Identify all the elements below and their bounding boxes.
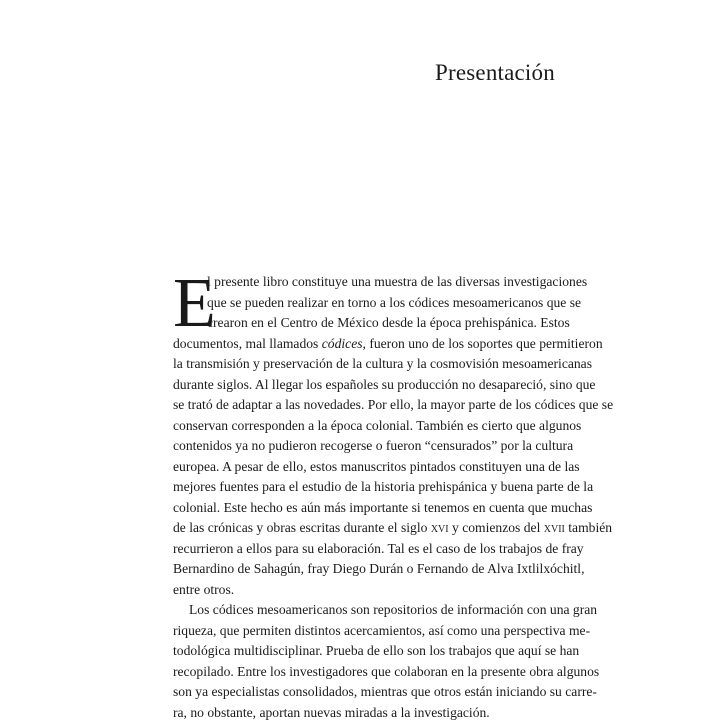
text-line: l presente libro constituye una muestra de las diversas investigaciones [173,272,547,293]
body-text [173,272,547,723]
text-line: ra, no obstante, aportan nuevas miradas a la investigación. [173,703,547,723]
text-line: todológica multidisciplinar. Prueba de ello son los trabajos que aquí se han [173,641,547,662]
century-numeral: xvii [544,520,565,535]
text-line: Los códices mesoamericanos son repositorios de información con una gran [173,600,547,621]
text-line: crearon en el Centro de México desde la época prehispánica. Estos [173,313,547,334]
text-line [173,518,547,539]
text-line: recopilado. Entre los investigadores que colaboran en la presente obra algunos [173,662,547,683]
text-span: documentos, mal llamados [173,336,322,351]
page-title: Presentación [435,60,555,86]
text-span: , fueron uno de los soportes que permitieron [363,336,603,351]
text-line: europea. A pesar de ello, estos manuscritos pintados constituyen una de las [173,457,547,478]
italic-term: códices [322,336,363,351]
text-span: también [565,520,612,535]
text-line: se trató de adaptar a las novedades. Por ello, la mayor parte de los códices que se [173,395,547,416]
text-line: mejores fuentes para el estudio de la historia prehispánica y buena parte de la [173,477,547,498]
drop-cap: E [173,274,216,334]
text-line: entre otros. [173,580,547,601]
century-numeral: xvi [431,520,449,535]
text-line: que se pueden realizar en torno a los códices mesoamericanos que se [173,293,547,314]
text-line: recurrieron a ellos para su elaboración. Tal es el caso de los trabajos de fray [173,539,547,560]
text-line: contenidos ya no pudieron recogerse o fueron “censurados” por la cultura [173,436,547,457]
text-line: colonial. Este hecho es aún más importante si tenemos en cuenta que muchas [173,498,547,519]
text-line: Bernardino de Sahagún, fray Diego Durán o Fernando de Alva Ixtlilxóchitl, [173,559,547,580]
text-line: son ya especialistas consolidados, mientras que otros están iniciando su carre- [173,682,547,703]
text-line [173,334,547,355]
text-line: la transmisión y preservación de la cultura y la cosmovisión mesoamericanas [173,354,547,375]
text-line: riqueza, que permiten distintos acercamientos, así como una perspectiva me- [173,621,547,642]
text-line: conservan corresponden a la época colonial. También es cierto que algunos [173,416,547,437]
text-span: de las crónicas y obras escritas durante el siglo [173,520,431,535]
text-span: y comienzos del [449,520,544,535]
text-line: durante siglos. Al llegar los españoles su producción no desapareció, sino que [173,375,547,396]
